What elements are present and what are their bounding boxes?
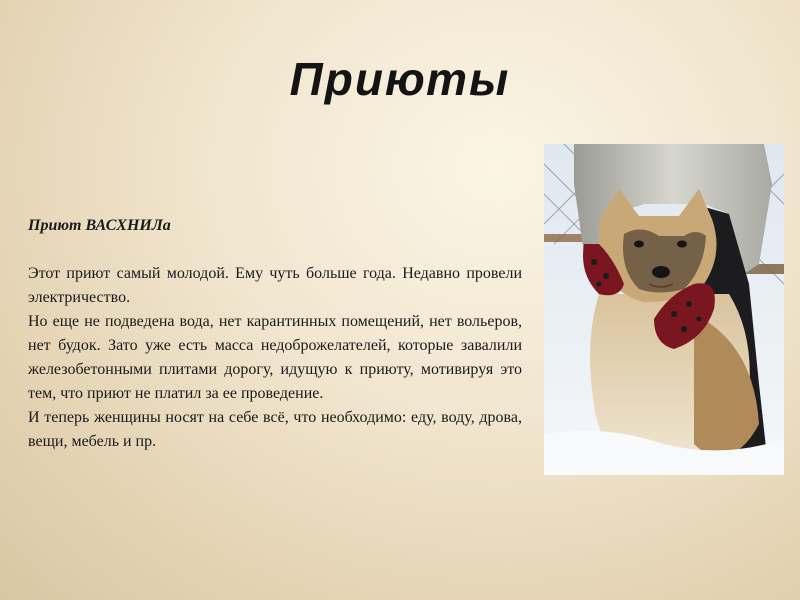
paragraph-2: Но еще не подведена вода, нет карантинных помещений, нет вольеров, нет будок. Зато уже есть масса недоброжелателей, которые завалили железобетонными плитами дорогу, идущую к приюту, мотивируя это тем, что приют не платил за ее проведение. [28,313,522,402]
paragraph-1: Этот приют самый молодой. Ему чуть больше года. Недавно провели электричество. [28,265,522,306]
paragraph-3: И теперь женщины носят на себе всё, что необходимо: еду, воду, дрова, вещи, мебель и пр. [28,409,522,450]
dog-illustration [544,144,784,475]
subheading: Приют ВАСХНИЛа [28,217,171,234]
slide-title: Приюты [289,53,511,105]
text-block [28,214,522,454]
dog-photo [544,144,784,475]
